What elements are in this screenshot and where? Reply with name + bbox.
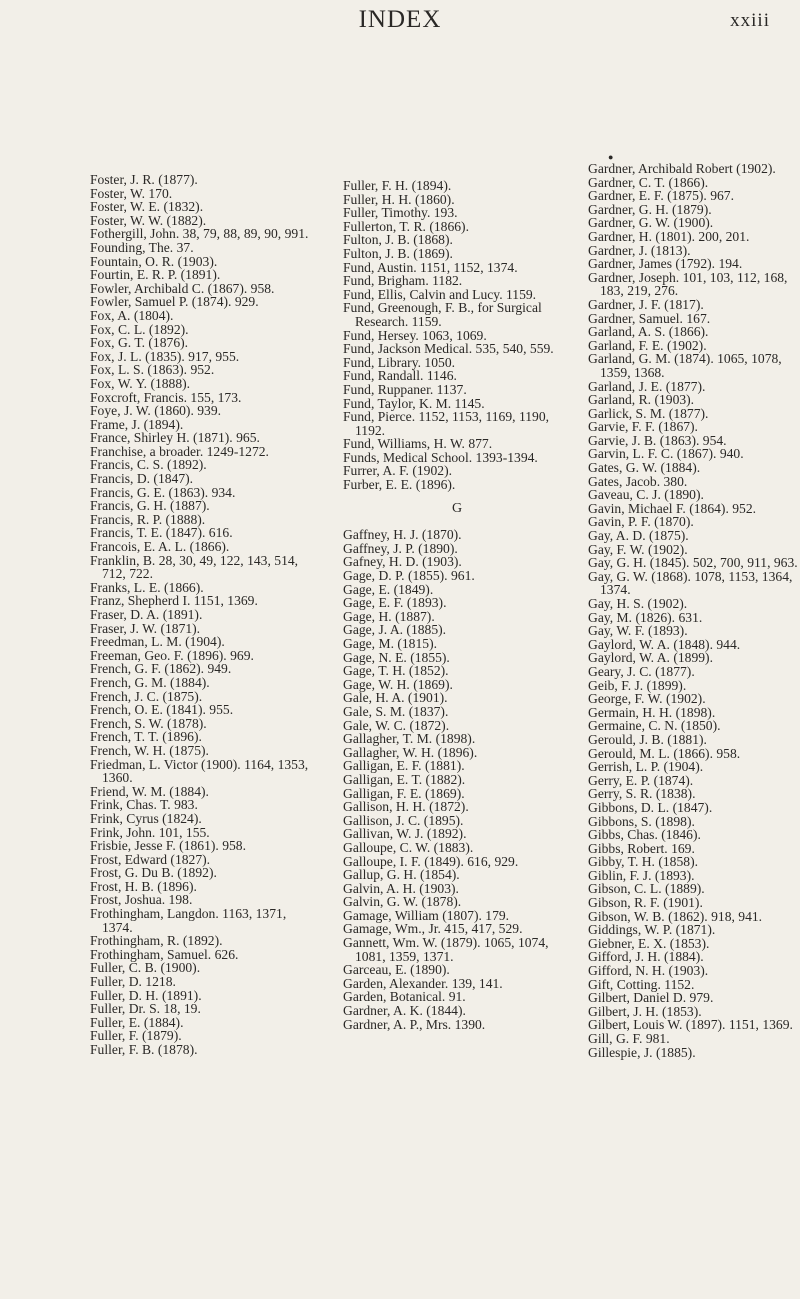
index-entry: Galligan, E. F. (1881). (343, 758, 465, 774)
index-entry: Garden, Botanical. 91. (343, 989, 466, 1005)
index-entry: Gaveau, C. J. (1890). (588, 487, 704, 503)
index-entry: Gallison, J. C. (1895). (343, 812, 464, 828)
index-entry: Galloupe, C. W. (1883). (343, 839, 474, 855)
index-entry: Fund, Taylor, K. M. 1145. (343, 395, 485, 411)
page-number: xxiii (730, 10, 770, 31)
index-entry: Gibby, T. H. (1858). (588, 854, 698, 870)
index-entry: Fuller, H. H. (1860). (343, 191, 455, 207)
index-entry: Fuller, D. 1218. (90, 974, 176, 990)
index-entry: Galligan, F. E. (1869). (343, 785, 465, 801)
section-letter-heading: G (451, 500, 463, 516)
index-entry: Fund, Library. 1050. (343, 354, 456, 370)
index-entry: Gay, G. W. (1868). 1078, 1153, 1364, 1374. (588, 568, 793, 598)
index-entry: Fund, Ellis, Calvin and Lucy. 1159. (343, 286, 537, 302)
index-entry: Gibbons, D. L. (1847). (588, 799, 713, 815)
index-entry: Garvie, J. B. (1863). 954. (588, 432, 727, 448)
index-entry: Gardner, G. H. (1879). (588, 201, 712, 217)
index-entry: Foster, W. W. (1882). (90, 212, 207, 228)
index-entry: Gerould, M. L. (1866). 958. (588, 745, 741, 761)
index-entry: Fund, Brigham. 1182. (343, 273, 463, 289)
index-entry: Germaine, C. N. (1850). (588, 718, 721, 734)
index-entry: Fourtin, E. R. P. (1891). (90, 267, 221, 283)
index-entry: Gage, H. (1887). (343, 608, 435, 624)
index-entry: Foster, W. 170. (90, 185, 173, 201)
column-2-bottom-entries (343, 528, 571, 1031)
index-entry: Gardner, A. P., Mrs. 1390. (343, 1016, 486, 1032)
index-entry: Gibson, C. L. (1889). (588, 881, 705, 897)
index-entry: Gardner, J. (1813). (588, 242, 691, 258)
index-entry: Funds, Medical School. 1393-1394. (343, 449, 538, 465)
index-entry: Gilbert, Louis W. (1897). 1151, 1369. (588, 1017, 793, 1033)
index-entry: Gardner, H. (1801). 200, 201. (588, 228, 750, 244)
index-entry: Freedman, L. M. (1904). (90, 634, 225, 650)
index-entry: Gallagher, T. M. (1898). (343, 731, 476, 747)
index-entry: Fund, Austin. 1151, 1152, 1374. (343, 259, 518, 275)
index-entry: Gallagher, W. H. (1896). (343, 744, 478, 760)
index-entry: Garden, Alexander. 139, 141. (343, 975, 503, 991)
print-mark: ● (608, 152, 614, 162)
index-entry: Franchise, a broader. 1249-1272. (90, 443, 269, 459)
index-entry: Fox, W. Y. (1888). (90, 375, 191, 391)
index-entry: Gilbert, Daniel D. 979. (588, 990, 714, 1006)
index-entry: George, F. W. (1902). (588, 691, 706, 707)
index-entry: Gerrish, L. P. (1904). (588, 759, 704, 775)
index-entry: Fund, Williams, H. W. 877. (343, 436, 493, 452)
index-entry: Foster, W. E. (1832). (90, 199, 204, 215)
index-entry: Gaylord, W. A. (1848). 944. (588, 636, 741, 652)
index-entry: Gallivan, W. J. (1892). (343, 826, 467, 842)
index-entry: Fuller, D. H. (1891). (90, 987, 202, 1003)
index-entry: Gates, G. W. (1884). (588, 460, 701, 476)
index-entry: Gardner, Samuel. 167. (588, 310, 711, 326)
index-entry: Gibbs, Robert. 169. (588, 840, 695, 856)
index-entry: Fund, Pierce. 1152, 1153, 1169, 1190, 1192. (343, 409, 550, 438)
index-entry: Gafney, H. D. (1903). (343, 554, 462, 570)
index-entry: Friedman, L. Victor (1900). 1164, 1353, 1360. (90, 756, 309, 786)
index-entry: Gage, W. H. (1869). (343, 676, 453, 692)
index-entry: Frothingham, Samuel. 626. (90, 946, 239, 962)
index-entry: Fund, Jackson Medical. 535, 540, 559. (343, 341, 554, 357)
index-entry: Fuller, C. B. (1900). (90, 960, 201, 976)
index-entry: Gay, M. (1826). 631. (588, 609, 703, 625)
index-entry: Fuller, Timothy. 193. (343, 205, 458, 221)
index-entry: Galloupe, I. F. (1849). 616, 929. (343, 853, 519, 869)
index-entry: Gardner, J. F. (1817). (588, 296, 704, 312)
index-entry: Gates, Jacob. 380. (588, 473, 688, 489)
index-entry: Foxcroft, Francis. 155, 173. (90, 389, 242, 405)
index-entry: Gage, E. (1849). (343, 581, 434, 597)
index-entry: Gifford, N. H. (1903). (588, 963, 709, 979)
index-entry: Garland, F. E. (1902). (588, 337, 707, 353)
index-entry: Francis, D. (1847). (90, 471, 194, 487)
index-entry: Fox, L. S. (1863). 952. (90, 362, 215, 378)
index-column-3 (588, 162, 800, 1059)
index-entry: Fowler, Archibald C. (1867). 958. (90, 280, 275, 296)
index-entry: Germain, H. H. (1898). (588, 704, 716, 720)
index-entry: Garvin, L. F. C. (1867). 940. (588, 446, 744, 462)
index-entry: Gage, N. E. (1855). (343, 649, 450, 665)
index-entry: Fountain, O. R. (1903). (90, 253, 218, 269)
index-entry: Fund, Greenough, F. B., for Surgical Research. 1159. (343, 300, 542, 329)
index-column-2 (343, 179, 571, 1031)
index-entry: Gillespie, J. (1885). (588, 1044, 696, 1060)
index-entry: Fullerton, T. R. (1866). (343, 218, 469, 234)
index-entry: Fulton, J. B. (1868). (343, 232, 453, 248)
index-entry: Gaffney, J. P. (1890). (343, 540, 458, 556)
index-entry: Galvin, G. W. (1878). (343, 894, 462, 910)
page-title: INDEX (358, 6, 442, 33)
index-entry: Gilbert, J. H. (1853). (588, 1003, 702, 1019)
index-entry: Fox, C. L. (1892). (90, 321, 189, 337)
index-entry: Franks, L. E. (1866). (90, 579, 204, 595)
index-entry: Gage, D. P. (1855). 961. (343, 568, 475, 584)
index-entry: Foye, J. W. (1860). 939. (90, 403, 222, 419)
index-entry: Gift, Cotting. 1152. (588, 976, 695, 992)
index-entry: Garceau, E. (1890). (343, 962, 450, 978)
index-entry: Gage, E. F. (1893). (343, 595, 447, 611)
index-entry: France, Shirley H. (1871). 965. (90, 430, 260, 446)
index-entry: Gardner, A. K. (1844). (343, 1003, 466, 1019)
index-entry: Friend, W. M. (1884). (90, 783, 209, 799)
index-entry: Gill, G. F. 981. (588, 1031, 670, 1046)
index-entry: Frothingham, R. (1892). (90, 933, 223, 949)
index-entry: Franklin, B. 28, 30, 49, 122, 143, 514, 712, 722. (90, 552, 299, 582)
index-entry: Frisbie, Jesse F. (1861). 958. (90, 838, 246, 854)
index-entry: Gavin, Michael F. (1864). 952. (588, 500, 757, 516)
index-entry: Fund, Ruppaner. 1137. (343, 381, 467, 397)
index-entry: Frost, Edward (1827). (90, 851, 211, 867)
index-entry: Gardner, G. W. (1900). (588, 215, 714, 231)
index-entry: Foster, J. R. (1877). (90, 172, 198, 187)
index-entry: Furrer, A. F. (1902). (343, 463, 452, 479)
index-entry: French, G. M. (1884). (90, 674, 210, 690)
index-entry: Frost, Joshua. 198. (90, 892, 193, 908)
index-entry: Gale, W. C. (1872). (343, 717, 450, 733)
index-entry: Garvie, F. F. (1867). (588, 419, 698, 435)
index-entry: Gallison, H. H. (1872). (343, 799, 469, 815)
index-entry: Frothingham, Langdon. 1163, 1371, 1374. (90, 906, 287, 935)
index-entry: Freeman, Geo. F. (1896). 969. (90, 647, 254, 663)
index-entry: Gerry, S. R. (1838). (588, 786, 696, 802)
index-entry: Fothergill, John. 38, 79, 88, 89, 90, 991. (90, 226, 309, 242)
index-entry: Frink, John. 101, 155. (90, 824, 210, 840)
index-entry: Francis, G. E. (1863). 934. (90, 484, 236, 500)
index-entry: Gavin, P. F. (1870). (588, 514, 694, 530)
index-entry: Gifford, J. H. (1884). (588, 949, 704, 965)
index-entry: Furber, E. E. (1896). (343, 477, 456, 493)
index-entry: Gay, W. F. (1893). (588, 623, 688, 639)
index-entry: Garland, G. M. (1874). 1065, 1078, 1359, 1368. (588, 351, 782, 380)
index-entry: French, G. F. (1862). 949. (90, 661, 232, 677)
index-entry: Gardner, Archibald Robert (1902). (588, 161, 776, 176)
index-entry: Franz, Shepherd I. 1151, 1369. (90, 593, 258, 609)
index-entry: Gale, S. M. (1837). (343, 703, 449, 719)
index-entry: French, S. W. (1878). (90, 715, 207, 731)
index-entry: Gamage, Wm., Jr. 415, 417, 529. (343, 921, 523, 937)
index-entry: Fowler, Samuel P. (1874). 929. (90, 294, 259, 310)
index-entry: Fraser, J. W. (1871). (90, 620, 201, 636)
index-entry: Gibbons, S. (1898). (588, 813, 695, 829)
index-entry: Giebner, E. X. (1853). (588, 935, 710, 951)
index-entry: Fulton, J. B. (1869). (343, 245, 453, 261)
index-entry: Fund, Hersey. 1063, 1069. (343, 327, 487, 343)
index-entry: Garland, R. (1903). (588, 392, 695, 408)
index-entry: Frost, H. B. (1896). (90, 878, 197, 894)
index-entry: Gage, J. A. (1885). (343, 622, 447, 638)
index-entry: Francis, G. H. (1887). (90, 498, 210, 514)
index-entry: Gardner, Joseph. 101, 103, 112, 168, 183, 219, 276. (588, 269, 788, 299)
index-entry: Giblin, F. J. (1893). (588, 867, 695, 883)
index-entry: Fox, A. (1804). (90, 307, 174, 323)
index-entry: Gibson, W. B. (1862). 918, 941. (588, 908, 763, 924)
index-entry: Gaffney, H. J. (1870). (343, 527, 462, 543)
column-2-top-entries (343, 179, 571, 492)
index-entry: Fuller, F. B. (1878). (90, 1042, 198, 1057)
index-entry: Galligan, E. T. (1882). (343, 771, 466, 787)
index-entry: French, W. H. (1875). (90, 742, 209, 758)
index-entry: Fox, G. T. (1876). (90, 335, 189, 351)
index-entry: Giddings, W. P. (1871). (588, 922, 716, 938)
index-entry: Gay, A. D. (1875). (588, 528, 689, 544)
index-entry: Frost, G. Du B. (1892). (90, 865, 217, 881)
index-entry: French, J. C. (1875). (90, 688, 203, 704)
index-entry: Garland, J. E. (1877). (588, 378, 706, 394)
index-entry: Gardner, E. F. (1875). 967. (588, 188, 734, 204)
index-entry: Gardner, James (1792). 194. (588, 256, 743, 272)
index-entry: Francis, C. S. (1892). (90, 457, 207, 473)
index-entry: Gage, M. (1815). (343, 636, 438, 651)
index-entry: Garlick, S. M. (1877). (588, 405, 709, 421)
index-entry: Gaylord, W. A. (1899). (588, 650, 713, 666)
index-column-1 (90, 173, 318, 1057)
index-entry: Francis, R. P. (1888). (90, 511, 206, 527)
index-entry: Gannett, Wm. W. (1879). 1065, 1074, 1081, 1359, 1371. (343, 935, 549, 964)
index-entry: Gage, T. H. (1852). (343, 663, 449, 679)
index-entry: Francois, E. A. L. (1866). (90, 539, 230, 555)
index-entry: Gerry, E. P. (1874). (588, 772, 694, 788)
index-entry: Garland, A. S. (1866). (588, 324, 709, 340)
index-entry: Francis, T. E. (1847). 616. (90, 525, 233, 541)
index-entry: Gale, H. A. (1901). (343, 690, 448, 706)
index-entry: Fraser, D. A. (1891). (90, 607, 203, 622)
index-entry: Geary, J. C. (1877). (588, 663, 695, 679)
index-entry: Galvin, A. H. (1903). (343, 880, 459, 896)
index-entry: Frame, J. (1894). (90, 416, 184, 432)
index-entry: Fuller, E. (1884). (90, 1014, 184, 1030)
index-entry: Frink, Chas. T. 983. (90, 797, 198, 813)
index-entry: Frink, Cyrus (1824). (90, 810, 202, 826)
index-entry: Geib, F. J. (1899). (588, 677, 687, 693)
index-entry: Fuller, F. (1879). (90, 1028, 182, 1044)
index-entry: Founding, The. 37. (90, 239, 194, 255)
index-entry: Gay, G. H. (1845). 502, 700, 911, 963. (588, 555, 798, 571)
index-entry: Fuller, Dr. S. 18, 19. (90, 1001, 201, 1017)
index-entry: Gallup, G. H. (1854). (343, 867, 460, 883)
index-entry: Gibson, R. F. (1901). (588, 895, 703, 911)
index-entry: Gay, H. S. (1902). (588, 596, 688, 611)
index-entry: French, T. T. (1896). (90, 729, 202, 745)
index-entry: Gardner, C. T. (1866). (588, 174, 709, 190)
index-entry: Fuller, F. H. (1894). (343, 178, 452, 193)
index-entry: French, O. E. (1841). 955. (90, 702, 234, 718)
index-entry: Gay, F. W. (1902). (588, 541, 688, 557)
index-entry: Gamage, William (1807). 179. (343, 907, 510, 923)
index-entry: Fox, J. L. (1835). 917, 955. (90, 348, 240, 364)
index-entry: Fund, Randall. 1146. (343, 368, 457, 384)
index-entry: Gerould, J. B. (1881). (588, 731, 707, 747)
index-entry: Gibbs, Chas. (1846). (588, 827, 701, 843)
